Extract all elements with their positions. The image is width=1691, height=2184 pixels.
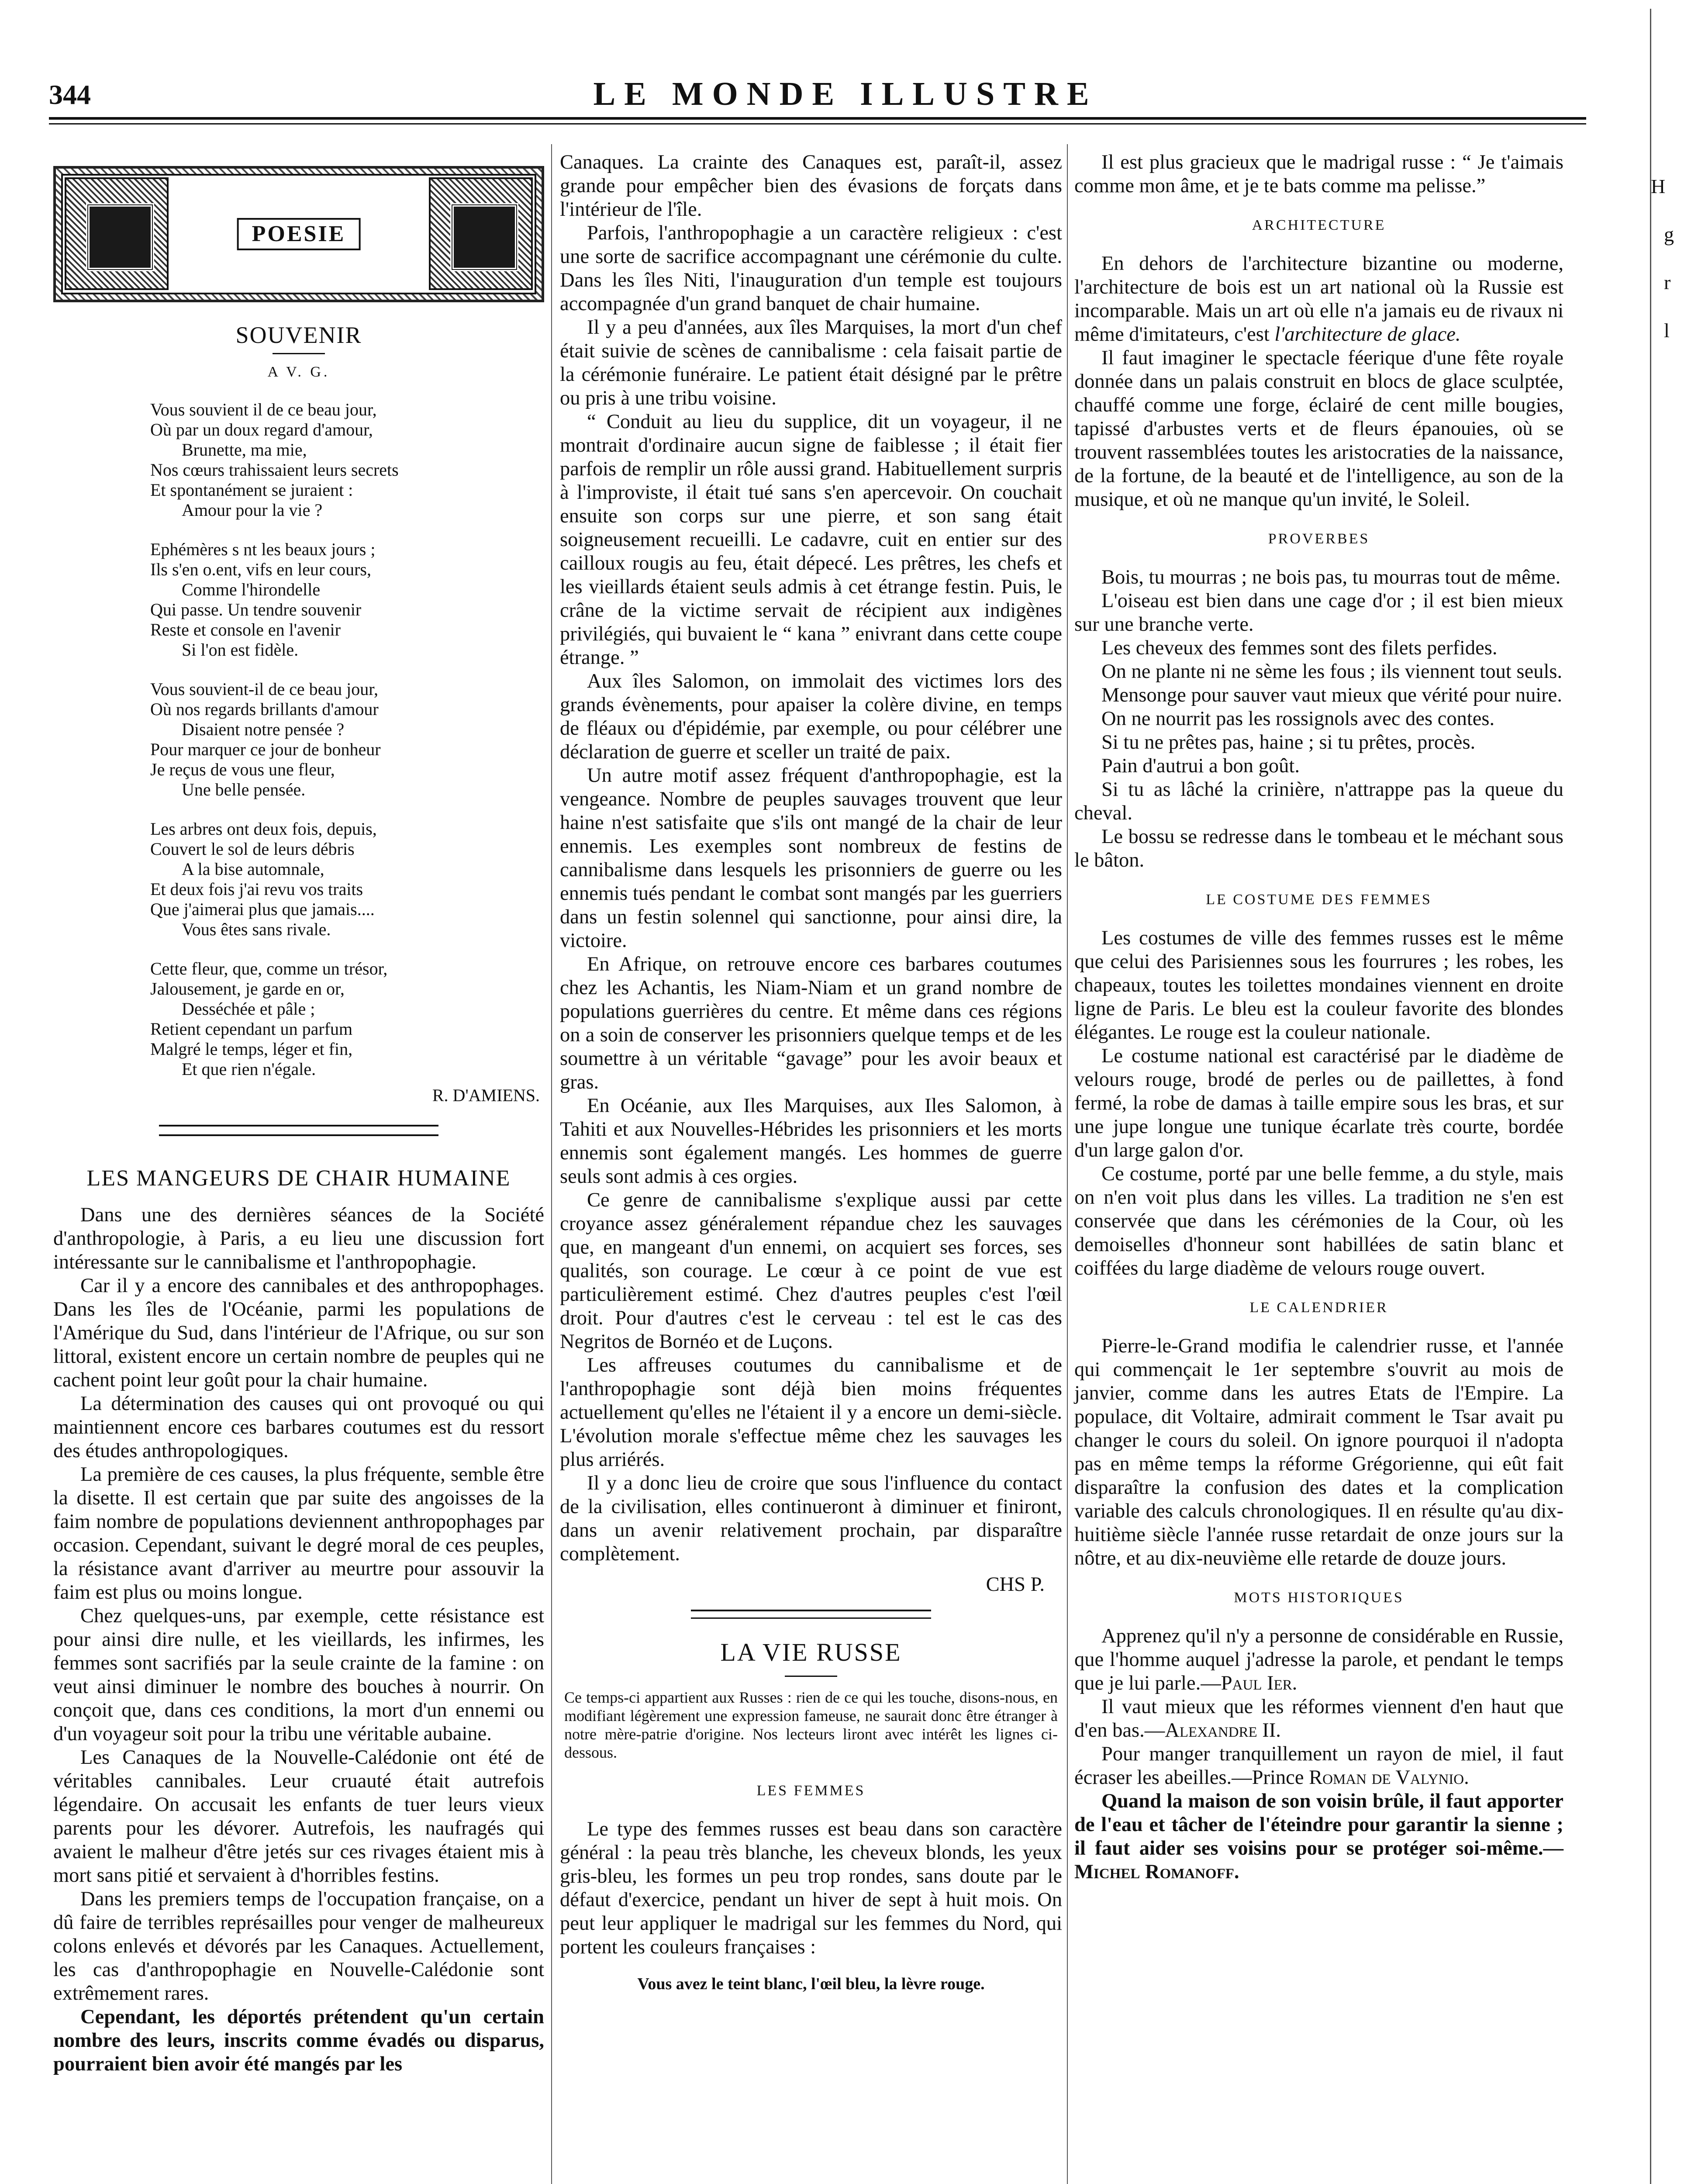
poem-stanza bbox=[150, 679, 544, 800]
paragraph: En Afrique, on retrouve encore ces barbares coutumes chez les Achantis, les Niam-Niam et un grand nombre de populations guerrières du centre. Et même dans ces régions on a soin de conserver les prisonniers quelque temps et de les soumettre à un véritable “gavage” pour les avoir beaux et gras. bbox=[560, 953, 1062, 1093]
proverb: Mensonge pour sauver vaut mieux que vérité pour nuire. bbox=[1101, 684, 1562, 706]
poem-stanza bbox=[150, 819, 544, 940]
paragraph: Dans une des dernières séances de la Société d'anthropologie, à Paris, a eu lieu une discussion fort intéressante sur le cannibalisme et l'anthropophagie. bbox=[53, 1204, 544, 1273]
masthead: LE MONDE ILLUSTRE bbox=[593, 76, 1098, 112]
proverb: Pain d'autrui a bon goût. bbox=[1101, 755, 1300, 777]
quote-author: Roman de Valynio. bbox=[1309, 1766, 1469, 1789]
verse-line: Desséchée et pâle ; bbox=[182, 999, 315, 1019]
verse-line: Ephémères s nt les beaux jours ; bbox=[150, 539, 376, 559]
column-divider bbox=[1067, 144, 1068, 2184]
verse-line: Ils s'en o.ent, vifs en leur cours, bbox=[150, 560, 371, 579]
page-number: 344 bbox=[49, 79, 91, 110]
text-run: En dehors de l'architecture bizantine ou moderne, l'architecture de bois est un art national où la Russie est incomparable. Mais un art où elle n'a jamais eu de rivaux ni même d'imitateurs, c'est bbox=[1074, 252, 1563, 346]
verse-line: Où par un doux regard d'amour, bbox=[150, 420, 373, 439]
proverb: Si tu ne prêtes pas, haine ; si tu prêtes, procès. bbox=[1101, 731, 1476, 753]
proverb: Le bossu se redresse dans le tombeau et le méchant sous le bâton. bbox=[1074, 826, 1563, 871]
quote bbox=[1074, 1695, 1563, 1742]
text-run: Pour manger tranquillement un rayon de miel, il faut écraser les abeilles.—Prince bbox=[1074, 1743, 1563, 1789]
quote bbox=[1074, 1624, 1563, 1695]
verse-line: Si l'on est fidèle. bbox=[182, 640, 299, 660]
subheading: ARCHITECTURE bbox=[1252, 217, 1386, 233]
poesie-banner bbox=[53, 166, 544, 302]
poem-signature: R. D'AMIENS. bbox=[432, 1085, 540, 1105]
proverb: Les cheveux des femmes sont des filets perfides. bbox=[1101, 637, 1498, 659]
italic-run: l'architecture de glace. bbox=[1274, 323, 1461, 346]
paragraph: En Océanie, aux Iles Marquises, aux Iles Salomon, à Tahiti et aux Nouvelles-Hébrides les prisonniers et les morts ennemis sont également mangés. Les hommes de guerre seuls sont admis à ces orgies. bbox=[560, 1095, 1062, 1188]
paragraph bbox=[1074, 252, 1563, 346]
verse-line: Vous êtes sans rivale. bbox=[182, 919, 331, 939]
poem-stanza bbox=[150, 400, 544, 520]
section-title: LA VIE RUSSE bbox=[720, 1638, 902, 1666]
ornament-right bbox=[429, 177, 533, 290]
verse-line: Où nos regards brillants d'amour bbox=[150, 699, 379, 719]
ornament-icon bbox=[450, 203, 518, 271]
verse-line: Vous souvient il de ce beau jour, bbox=[150, 400, 377, 419]
facing-page-fragment bbox=[1633, 109, 1690, 1158]
paragraph: Ce costume, porté par une belle femme, a du style, mais on n'en voit plus dans les villes. La tradition ne s'en est conservée que dans les cérémonies de la Cour, où les demoiselles d'honneur sont habillées de satin blanc et coiffées du large diadème de velours rouge ouvert. bbox=[1074, 1163, 1563, 1279]
madrigal-quote: Vous avez le teint blanc, l'œil bleu, la lèvre rouge. bbox=[637, 1975, 985, 1993]
verse-line: Retient cependant un parfum bbox=[150, 1019, 353, 1039]
paragraph: Il y a peu d'années, aux îles Marquises, la mort d'un chef était suivie de scènes de cannibalisme : cela faisait partie de la cérémonie funéraire. Le patient était désigné par le prêtre ou pris à une tribu voisine. bbox=[560, 316, 1062, 409]
verse-line: Et deux fois j'ai revu vos traits bbox=[150, 879, 363, 899]
verse-line: Brunette, ma mie, bbox=[182, 440, 307, 460]
verse-line: Couvert le sol de leurs débris bbox=[150, 839, 355, 859]
quote bbox=[1074, 1742, 1563, 1790]
section-rule bbox=[691, 1610, 931, 1619]
fragment-letter: H bbox=[1651, 175, 1666, 197]
verse-line: Disaient notre pensée ? bbox=[182, 719, 345, 739]
section-intro: Ce temps-ci appartient aux Russes : rien de ce qui les touche, disons-nous, en modifiant légèrement une expression fameuse, ne saurait donc être étranger à notre mère-patrie d'origine. Nos lecteurs liront avec intérêt les lignes ci-dessous. bbox=[564, 1689, 1058, 1761]
paragraph: Il y a donc lieu de croire que sous l'influence du contact de la civilisation, elles continueront à diminuer et finiront, dans un avenir relativement prochain, par disparaître complètement. bbox=[560, 1472, 1062, 1565]
paragraph: Le costume national est caractérisé par le diadème de velours rouge, brodé de perles ou de paillettes, à fond fermé, la robe de damas à taille empire sous les bras, et sur une jupe longue une tunique écarlate très courte, bordée d'un large galon d'or. bbox=[1074, 1045, 1563, 1161]
quote bbox=[1074, 1790, 1563, 1884]
article-title: LES MANGEURS DE CHAIR HUMAINE bbox=[86, 1166, 511, 1191]
subheading: PROVERBES bbox=[1268, 531, 1370, 547]
subheading: LE COSTUME DES FEMMES bbox=[1206, 892, 1432, 908]
paragraph: Pierre-le-Grand modifia le calendrier russe, et l'année qui commençait le 1er septembre s'ouvrit au mois de janvier, comme dans les autres Etats de l'Empire. La populace, dit Voltaire, admirait comment le Tsar avait pu changer le cours du soleil. On ignore pourquoi il n'adopta pas en même temps la réforme Grégorienne, qui eût fait disparaître la confusion des dates et la complication variable des calculs chronologiques. Il en résulte qu'au dix-huitième siècle l'année russe retardait de onze jours sur la nôtre, et au dix-neuvième elle retarde de douze jours. bbox=[1074, 1335, 1563, 1569]
quote-author: Michel Romanoff. bbox=[1074, 1861, 1239, 1883]
paragraph: Car il y a encore des cannibales et des anthropophages. Dans les îles de l'Océanie, parmi les populations de l'Amérique du Sud, dans l'intérieur de l'Afrique, ou sur son littoral, existent encore un certain nombre de peuples qui ne cachent point leur goût pour la chair humaine. bbox=[53, 1275, 544, 1391]
paragraph: La première de ces causes, la plus fréquente, semble être la disette. Il est certain que par suite des angoisses de la faim nombre de populations deviennent anthropophages par occasion. Cependant, suivant le degré moral de ces peuples, la résistance avant d'arriver au meurtre pour assouvir la faim est plus ou moins longue. bbox=[53, 1463, 544, 1603]
poem-stanza bbox=[150, 539, 544, 660]
proverb: On ne nourrit pas les rossignols avec des contes. bbox=[1101, 708, 1495, 730]
subheading: LES FEMMES bbox=[756, 1783, 866, 1799]
verse-line: Les arbres ont deux fois, depuis, bbox=[150, 819, 377, 839]
proverb: Bois, tu mourras ; ne bois pas, tu mourras tout de même. bbox=[1101, 566, 1561, 588]
paragraph: Il est plus gracieux que le madrigal russe : “ Je t'aimais comme mon âme, et je te bats comme ma pelisse.” bbox=[1074, 151, 1563, 197]
fragment-letter: l bbox=[1664, 319, 1670, 342]
verse-line: Vous souvient-il de ce beau jour, bbox=[150, 679, 378, 699]
poem-title: SOUVENIR bbox=[235, 322, 362, 348]
fragment-letter: r bbox=[1664, 271, 1671, 294]
verse-line: Reste et console en l'avenir bbox=[150, 620, 341, 639]
paragraph: Un autre motif assez fréquent d'anthropophagie, est la vengeance. Nombre de peuples sauvages trouvent que leur haine n'est satisfaite que s'ils ont mangé de la chair de leur ennemis. Les exemples sont nombreux de festins de cannibalisme dans lesquels les prisonniers de guerre ou les ennemis tués pendant le combat sont mangés par les guerriers dans un festin solennel qui sanctionne, pour ainsi dire, la victoire. bbox=[560, 764, 1062, 952]
quote-author: Alexandre II. bbox=[1165, 1719, 1281, 1742]
paragraph: Chez quelques-uns, par exemple, cette résistance est pour ainsi dire nulle, et les vieillards, les infirmes, les femmes sont sacrifiés par la seule crainte de la famine : on veut ainsi diminuer le nombre des bouches à nourrir. On conçoit que, dans ces conditions, la mort d'un ennemi ou d'un voyageur soit pour la tribu une véritable aubaine. bbox=[53, 1605, 544, 1745]
paragraph: Canaques. La crainte des Canaques est, paraît-il, assez grande pour empêcher bien des évasions de forçats dans l'intérieur de l'île. bbox=[560, 151, 1062, 221]
verse-line: Et spontanément se juraient : bbox=[150, 480, 353, 500]
text-run: Apprenez qu'il n'y a personne de considérable en Russie, que l'homme auquel j'adresse la parole, et pendant le temps que je lui parle.— bbox=[1074, 1625, 1563, 1694]
header-rule bbox=[49, 117, 1586, 120]
paragraph: La détermination des causes qui ont provoqué ou qui maintiennent encore ces barbares coutumes est du ressort des études anthropologiques. bbox=[53, 1393, 544, 1462]
verse-line: Une belle pensée. bbox=[182, 780, 306, 799]
verse-line: Qui passe. Un tendre souvenir bbox=[150, 600, 362, 619]
paragraph: “ Conduit au lieu du supplice, dit un voyageur, il ne montrait d'ordinaire aucun signe de faiblesse ; il était fier parfois de remplir un rôle aussi grand. Habituellement surpris à l'improviste, il était tué sans s'en apercevoir. On couchait ensuite son corps sur une pierre, et son sang était soigneusement recueilli. Le cadavre, cuit en entier sur des cailloux rougis au feu, était dépecé. Les prêtres, les chefs et les vieillards étaient seuls admis à cet étrange festin. Puis, le crâne de la victime servait de récipient aux indigènes privilégiés, qui buvaient le “ kana ” enivrant dans cette coupe étrange. ” bbox=[560, 411, 1062, 669]
fragment-letter: g bbox=[1664, 223, 1674, 245]
ornament-left bbox=[65, 177, 169, 290]
verse-line: Je reçus de vous une fleur, bbox=[150, 760, 335, 779]
paragraph: Il faut imaginer le spectacle féerique d'une fête royale donnée dans un palais construit en blocs de glace sculptée, chauffé comme une forge, éclairé de cent mille bougies, tapissé d'arbustes verts et de fleurs épanouies, où se trouvent rassemblées toutes les aristocraties de la naissance, de la fortune, de la beauté et de l'intelligence, au son de la musique, et où ne manque qu'un invité, le Soleil. bbox=[1074, 347, 1563, 511]
column-2 bbox=[560, 151, 1062, 1996]
verse-line: Pour marquer ce jour de bonheur bbox=[150, 740, 381, 759]
verse-line: Comme l'hirondelle bbox=[182, 580, 321, 599]
verse-line: Cette fleur, que, comme un trésor, bbox=[150, 959, 388, 978]
verse-line: Malgré le temps, léger et fin, bbox=[150, 1039, 353, 1059]
text-run: Il vaut mieux que les réformes viennent d'en haut que d'en bas.— bbox=[1074, 1696, 1563, 1742]
ornament-icon bbox=[86, 203, 154, 271]
column-3 bbox=[1074, 151, 1563, 1884]
verse-line: Jalousement, je garde en or, bbox=[150, 979, 345, 999]
paragraph: Dans les premiers temps de l'occupation française, on a dû faire de terribles représailles pour venger de malheureux colons enlevés et dévorés par les Canaques. Actuellement, les cas d'anthropophagie en Nouvelle-Calédonie sont extrêmement rares. bbox=[53, 1888, 544, 2004]
verse-line: Que j'aimerai plus que jamais.... bbox=[150, 899, 375, 919]
paragraph: Ce genre de cannibalisme s'explique aussi par cette croyance assez généralement répandue chez les sauvages que, en mangeant d'un ennemi, on acquiert ses forces, ses qualités, son courage. Le cœur à ce point de vue est particulièrement estimé. Chez d'autres peuples c'est l'œil droit. Pour d'autres c'est le cerveau : tel est le cas des Negritos de Bornéo et de Luçons. bbox=[560, 1189, 1062, 1353]
column-divider bbox=[551, 144, 552, 2184]
short-rule bbox=[785, 1676, 837, 1677]
paragraph: Les costumes de ville des femmes russes est le même que celui des Parisiennes sous les fourrures ; les robes, les chapeaux, toutes les toilettes mondaines viennent en droite ligne de Paris. Le bleu est la couleur favorite des blondes élégantes. Le rouge est la couleur nationale. bbox=[1074, 927, 1563, 1044]
proverb: L'oiseau est bien dans une cage d'or ; il est bien mieux sur une branche verte. bbox=[1074, 590, 1563, 636]
paragraph: Le type des femmes russes est beau dans son caractère général : la peau très blanche, les cheveux blonds, les yeux gris-bleu, les formes un peu trop rondes, sans doute par le défaut d'exercice, pendant un hiver de sept à huit mois. On peut leur appliquer le madrigal sur les femmes du Nord, qui portent les couleurs françaises : bbox=[560, 1818, 1062, 1958]
proverb: Si tu as lâché la crinière, n'attrappe pas la queue du cheval. bbox=[1074, 778, 1563, 824]
verse-line: Nos cœurs trahissaient leurs secrets bbox=[150, 460, 399, 480]
verse-line: Et que rien n'égale. bbox=[182, 1059, 316, 1079]
paragraph: Les Canaques de la Nouvelle-Calédonie ont été de véritables cannibales. Leur cruauté était autrefois légendaire. On accusait les enfants de tuer leurs vieux parents pour les dévorer. Autrefois, les naufragés qui avaient le malheur d'être jetés sur ces rivages étaient mis à mort sans pitié et servaient à d'horribles festins. bbox=[53, 1746, 544, 1887]
header-rule-thin bbox=[49, 123, 1586, 124]
short-rule bbox=[273, 353, 325, 354]
poem-dedication: A V. G. bbox=[267, 364, 330, 380]
paragraph: Parfois, l'anthropophagie a un caractère religieux : c'est une sorte de sacrifice accompagnant une cérémonie du culte. Dans les îles Niti, l'inauguration d'un temple est toujours accompagnée d'un grand banquet de chair humaine. bbox=[560, 222, 1062, 315]
verse-line: Amour pour la vie ? bbox=[182, 500, 323, 520]
column-1 bbox=[53, 153, 544, 2076]
section-rule bbox=[159, 1125, 438, 1136]
verse-line: A la bise automnale, bbox=[182, 859, 324, 879]
subheading: MOTS HISTORIQUES bbox=[1234, 1590, 1404, 1606]
paragraph: Aux îles Salomon, on immolait des victimes lors des grands évènements, pour apaiser la colère divine, en temps de fléaux ou d'épidémie, par exemple, ou pour célébrer une déclaration de guerre et sceller un traité de paix. bbox=[560, 670, 1062, 763]
paragraph: Les affreuses coutumes du cannibalisme et de l'anthropophagie sont déjà bien moins fréquentes actuellement qu'elles ne l'étaient il y a encore un demi-siècle. L'évolution morale s'effectue même chez les sauvages les plus arriérés. bbox=[560, 1354, 1062, 1471]
subheading: LE CALENDRIER bbox=[1249, 1299, 1388, 1316]
quote-author: Paul Ier. bbox=[1221, 1672, 1298, 1694]
poem-stanza bbox=[150, 959, 544, 1079]
proverb: On ne plante ni ne sème les fous ; ils viennent tout seuls. bbox=[1101, 660, 1563, 683]
article-author: CHS P. bbox=[986, 1573, 1045, 1596]
banner-label: POESIE bbox=[237, 218, 361, 250]
text-run: Quand la maison de son voisin brûle, il faut apporter de l'eau et tâcher de l'éteindre pour garantir la sienne ; il faut aider ses voisins pour se protéger soi-même.— bbox=[1074, 1790, 1563, 1859]
paragraph: Cependant, les déportés prétendent qu'un certain nombre des leurs, inscrits comme évadés ou disparus, pourraient bien avoir été mangés par les bbox=[53, 2006, 544, 2075]
